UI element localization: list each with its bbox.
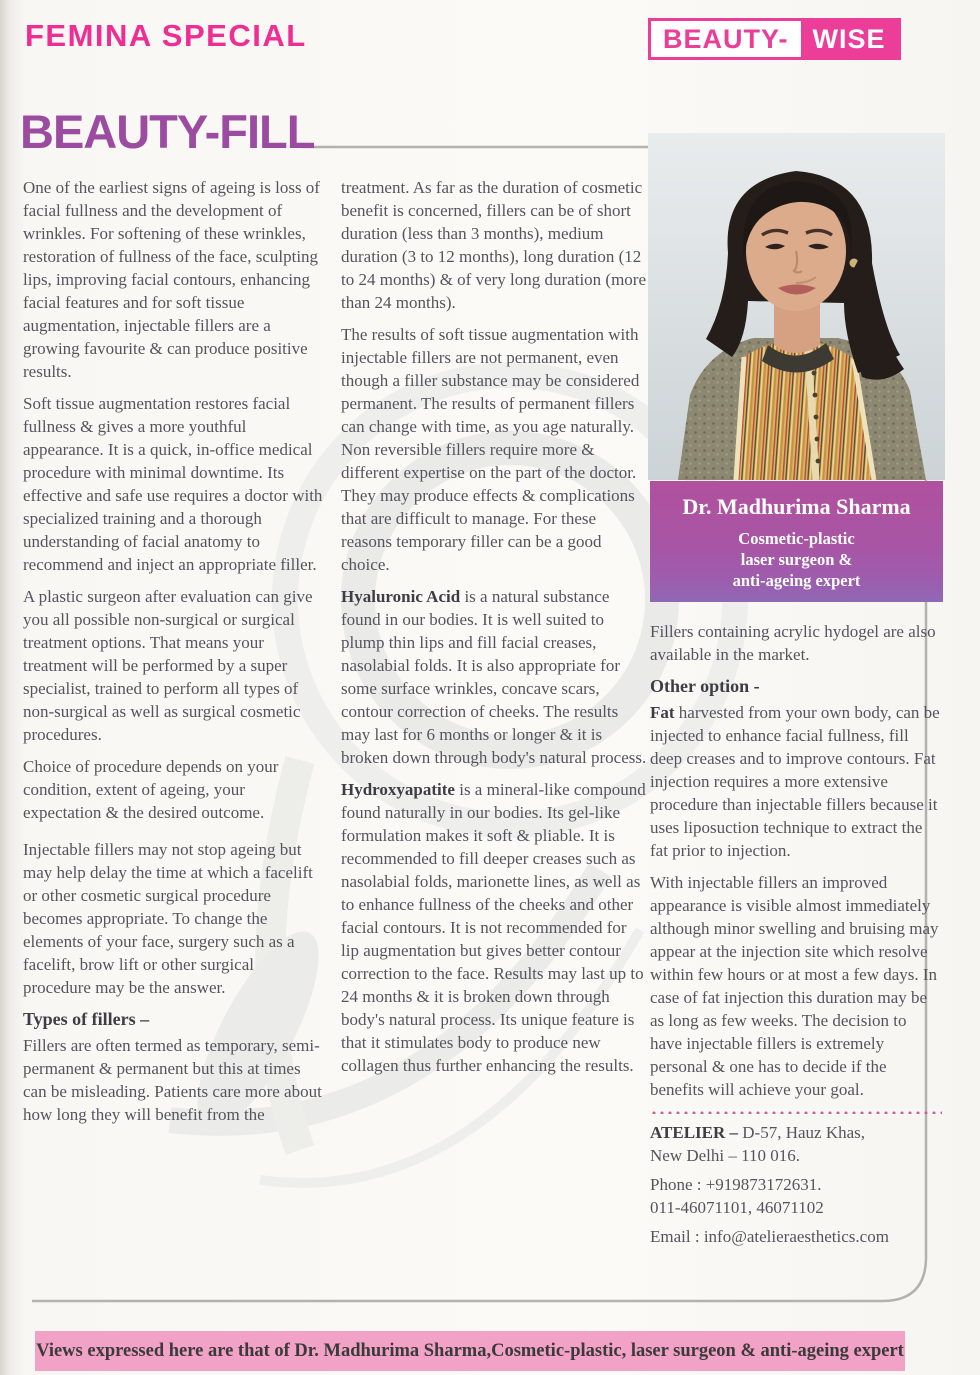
magazine-title: FEMINA SPECIAL (25, 18, 307, 53)
article-column-2 (341, 176, 647, 1086)
doctor-name: Dr. Madhurima Sharma (682, 494, 911, 519)
paragraph: With injectable fillers an improved appearance is visible almost immediately although minor swelling and bruising may appear at the injection site which resolve within few hours or at most a few days. In case of fat injection this duration may be as long as few weeks. The decision to have injectable fillers is extremely personal & one has to decide if the benefits will achieve your goal. (650, 873, 939, 1099)
dotted-divider (650, 1110, 942, 1114)
article-column-3 (650, 620, 942, 1248)
paragraph: Hyaluronic Acid is a natural substance found in our bodies. It is well suited to plump thin lips and fill facial creases, nasolabial folds. It is also appropriate for some surface wrinkles, concave scars, contour correction of cheeks. The results may last for 6 months or longer & it is broken down through body's natural process. (341, 587, 647, 767)
section-badge-right: WISE (801, 21, 898, 57)
contact-address: ATELIER – D-57, Hauz Khas, (650, 1123, 866, 1142)
contact-email: Email : info@atelieraesthetics.com (650, 1227, 889, 1246)
doctor-title: Cosmetic-plastic (738, 529, 855, 548)
section-badge-left: BEAUTY- (651, 21, 801, 57)
paragraph: Fillers containing acrylic hydogel are also available in the market. (650, 622, 936, 664)
paragraph: Soft tissue augmentation restores facial fullness & gives a more youthful appearance. It is a quick, in-office medical procedure with minimal downtime. Its effective and safe use requires a doctor with specialized training and a thorough understanding of facial anatomy to recommend and inject an appropriate filler. (23, 394, 323, 574)
subheading-other-option: Other option - (650, 676, 760, 696)
paragraph: Choice of procedure depends on your condition, extent of ageing, your expectation & the desired outcome. (23, 757, 279, 822)
paragraph: A plastic surgeon after evaluation can give you all possible non-surgical or surgical treatment options. That means your treatment will be performed by a super specialist, trained to perform all types of non-surgical as well as surgical cosmetic procedures. (23, 587, 313, 744)
paragraph: Fillers are often termed as temporary, semi-permanent & permanent but this at times can be misleading. Patients care more about how long they will benefit from the (23, 1036, 322, 1124)
contact-address-2: New Delhi – 110 016. (650, 1146, 800, 1165)
doctor-photo (648, 133, 945, 480)
doctor-title: laser surgeon & (740, 550, 853, 569)
paragraph: Hydroxyapatite is a mineral-like compound found naturally in our bodies. Its gel-like formulation makes it soft & pliable. It is recommended to fill deeper creases such as nasolabial folds, marionette lines, as well as to enhance fullness of the cheeks and other facial contours. It is not recommended for lip augmentation but gives better contour correction to the face. Results may last up to 24 months & it is broken down through body's natural process. Its unique feature is that it stimulates body to produce new collagen thus further enhancing the results. (341, 780, 646, 1075)
doctor-credential-box (650, 481, 943, 602)
contact-block (650, 1121, 942, 1248)
contact-phone-1: Phone : +919873172631. (650, 1175, 822, 1194)
section-badge (648, 18, 901, 60)
paragraph: The results of soft tissue augmentation with injectable fillers are not permanent, even though a filler substance may be considered permanent. The results of permanent fillers can change with time, as you age naturally. Non reversible fillers require more & different expertise on the part of the doctor. They may produce effects & complications that are difficult to manage. For these reasons temporary filler can be a good choice. (341, 325, 640, 574)
paragraph: treatment. As far as the duration of cosmetic benefit is concerned, fillers can be of short duration (less than 3 months), medium duration (3 to 12 months), long duration (12 to 24 months) & of very long duration (more than 24 months). (341, 178, 647, 312)
contact-phone-2: 011-46071101, 46071102 (650, 1198, 824, 1217)
term-hyaluronic-acid: Hyaluronic Acid (341, 587, 461, 606)
paragraph: One of the earliest signs of ageing is loss of facial fullness and the development of wrinkles. For softening of these wrinkles, restoration of fullness of the face, sculpting lips, improving facial contours, enhancing facial features and for soft tissue augmentation, injectable fillers are a growing favourite & can produce positive results. (23, 178, 320, 381)
doctor-title: anti-ageing expert (732, 571, 861, 590)
subheading-types-of-fillers: Types of fillers – (23, 1009, 150, 1029)
paragraph: Fat harvested from your own body, can be injected to enhance facial fullness, fill deep creases and to improve contours. Fat injection requires a more extensive procedure than injectable fillers because it uses liposuction technique to extract the fat prior to injection. (650, 703, 940, 860)
term-hydroxyapatite: Hydroxyapatite (341, 780, 455, 799)
article-title: BEAUTY-FILL (20, 105, 315, 158)
footer-disclaimer-text: Views expressed here are that of Dr. Madhurima Sharma,Cosmetic-plastic, laser surgeon & anti-ageing expert (36, 1340, 904, 1361)
paragraph: Injectable fillers may not stop ageing but may help delay the time at which a facelift or other cosmetic surgical procedure becomes appropriate. To change the elements of your face, surgery such as a facelift, brow lift or other surgical procedure may be the answer. (23, 840, 313, 997)
article-column-1 (23, 176, 326, 1135)
term-fat: Fat (650, 703, 675, 722)
footer-disclaimer-bar (35, 1331, 905, 1371)
